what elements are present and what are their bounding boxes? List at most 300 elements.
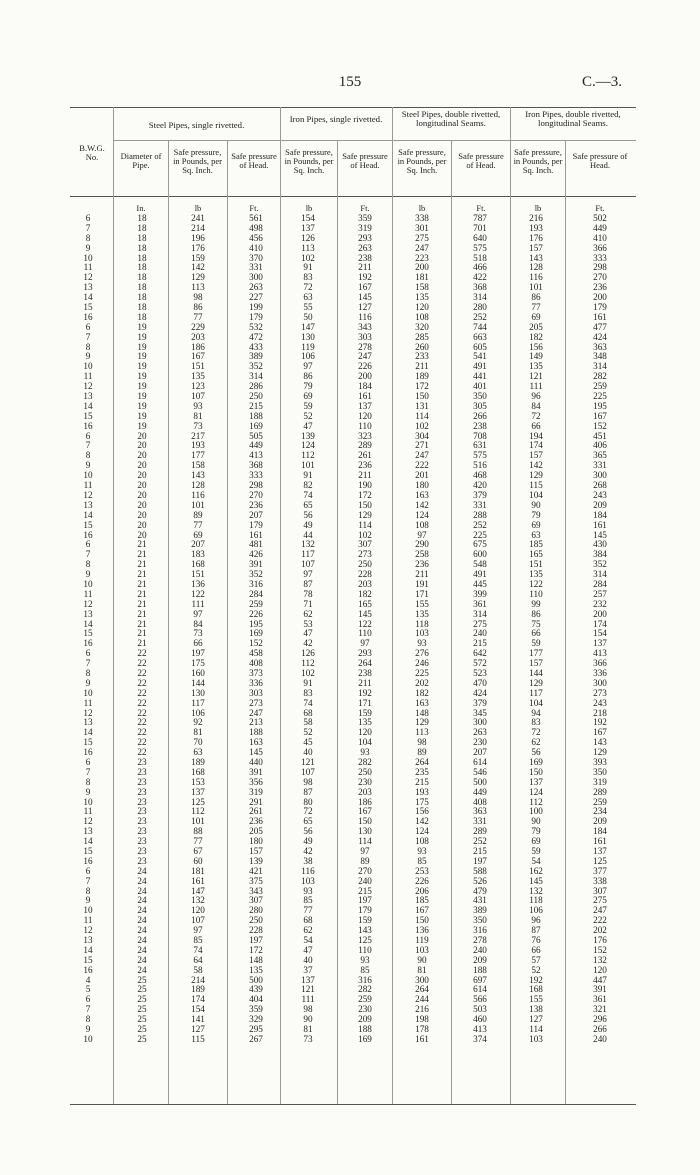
steel-double-pressure-cell: 103 xyxy=(415,944,429,955)
steel-single-pressure-cell: 106 xyxy=(191,707,205,718)
iron-double-head-cell: 447 xyxy=(593,974,607,985)
iron-single-head-cell: 159 xyxy=(358,707,372,718)
iron-single-pressure-cell: 40 xyxy=(303,747,313,758)
iron-single-head-cell: 135 xyxy=(358,717,372,728)
iron-double-pressure-cell: 192 xyxy=(529,974,543,985)
steel-double-head-cell: 566 xyxy=(473,994,487,1005)
iron-single-pressure-cell: 53 xyxy=(303,618,313,629)
steel-double-pressure-cell: 236 xyxy=(415,559,429,570)
iron-double-head-cell: 236 xyxy=(593,282,607,293)
bwg-cell: 6 xyxy=(85,648,91,659)
steel-single-head-cell: 157 xyxy=(249,846,263,856)
group-header-iron-double: Iron Pipes, double rivetted, longitudinal Seams. xyxy=(525,109,621,128)
iron-single-head-cell: 129 xyxy=(358,509,372,520)
steel-double-head-cell: 240 xyxy=(473,628,487,639)
iron-single-pressure-cell: 83 xyxy=(303,272,313,283)
diameter-cell: 24 xyxy=(137,865,147,876)
diameter-cell: 22 xyxy=(137,727,147,738)
iron-single-head-cell: 250 xyxy=(358,559,372,570)
steel-single-pressure-cell: 93 xyxy=(193,400,203,411)
iron-double-head-cell: 232 xyxy=(593,598,607,609)
steel-double-head-cell: 697 xyxy=(473,974,487,985)
iron-double-pressure-cell: 112 xyxy=(529,796,543,807)
steel-double-head-cell: 546 xyxy=(473,766,487,777)
bwg-cell: 12 xyxy=(83,381,93,392)
steel-double-head-cell: 288 xyxy=(473,509,487,520)
iron-single-pressure-cell: 107 xyxy=(301,559,315,570)
steel-single-pressure-cell: 151 xyxy=(191,361,205,372)
diameter-cell: 21 xyxy=(137,618,147,629)
diameter-cell: 18 xyxy=(137,213,147,223)
diameter-cell: 25 xyxy=(137,1014,147,1025)
bwg-cell: 6 xyxy=(85,865,91,876)
steel-single-head-cell: 319 xyxy=(249,786,263,797)
steel-single-pressure-cell: 88 xyxy=(193,826,203,837)
iron-single-head-cell: 209 xyxy=(358,1014,372,1025)
iron-single-pressure-cell: 106 xyxy=(301,351,315,362)
bwg-cell: 9 xyxy=(85,1024,91,1035)
steel-single-head-cell: 343 xyxy=(249,885,263,896)
steel-double-pressure-cell: 93 xyxy=(417,846,427,856)
iron-double-head-cell: 243 xyxy=(593,697,607,708)
iron-single-head-cell: 211 xyxy=(358,262,372,273)
steel-double-head-cell: 787 xyxy=(473,213,487,223)
steel-double-pressure-cell: 98 xyxy=(417,737,427,748)
bwg-cell: 15 xyxy=(83,628,93,639)
steel-double-pressure-cell: 201 xyxy=(415,470,429,481)
iron-double-pressure-cell: 104 xyxy=(529,697,543,708)
diameter-cell: 23 xyxy=(137,816,147,827)
iron-single-pressure-cell: 137 xyxy=(301,222,315,233)
iron-single-head-cell: 97 xyxy=(360,638,370,649)
steel-double-head-cell: 548 xyxy=(473,559,487,570)
iron-single-head-cell: 190 xyxy=(358,480,372,491)
steel-double-head-cell: 314 xyxy=(473,292,487,303)
diameter-cell: 20 xyxy=(137,440,147,451)
iron-double-pressure-cell: 117 xyxy=(529,687,543,698)
steel-single-head-cell: 458 xyxy=(249,648,263,659)
steel-double-pressure-cell: 113 xyxy=(415,727,429,738)
iron-single-head-cell: 169 xyxy=(358,1033,372,1044)
iron-single-head-cell: 282 xyxy=(358,756,372,767)
steel-single-pressure-cell: 101 xyxy=(191,499,205,510)
steel-single-head-cell: 236 xyxy=(249,499,263,510)
iron-double-pressure-cell: 84 xyxy=(531,400,541,411)
diameter-cell: 24 xyxy=(137,895,147,906)
iron-double-head-cell: 282 xyxy=(593,371,607,382)
iron-single-pressure-cell: 102 xyxy=(301,252,315,263)
iron-single-pressure-cell: 87 xyxy=(303,578,313,589)
iron-double-head-cell: 200 xyxy=(593,292,607,303)
diameter-cell: 23 xyxy=(137,786,147,797)
steel-single-pressure-cell: 186 xyxy=(191,341,205,352)
iron-double-head-cell: 307 xyxy=(593,885,607,896)
bwg-cell: 15 xyxy=(83,737,93,748)
iron-double-head-cell: 348 xyxy=(593,351,607,362)
iron-single-head-cell: 226 xyxy=(358,361,372,372)
steel-double-head-cell: 413 xyxy=(473,1024,487,1035)
iron-single-head-cell: 278 xyxy=(358,341,372,352)
iron-double-head-cell: 289 xyxy=(593,786,607,797)
iron-double-pressure-cell: 66 xyxy=(531,420,541,431)
bwg-cell: 7 xyxy=(85,1004,91,1015)
steel-single-pressure-cell: 74 xyxy=(193,944,203,955)
iron-double-head-cell: 321 xyxy=(593,1004,607,1015)
bwg-cell: 16 xyxy=(83,747,93,758)
steel-double-pressure-cell: 247 xyxy=(415,450,429,461)
iron-single-pressure-cell: 45 xyxy=(303,737,313,748)
steel-double-head-cell: 441 xyxy=(473,371,487,382)
bwg-cell: 9 xyxy=(85,677,91,688)
iron-double-pressure-cell: 99 xyxy=(531,598,541,609)
steel-double-pressure-cell: 226 xyxy=(415,875,429,886)
iron-single-head-cell: 137 xyxy=(358,400,372,411)
diameter-cell: 24 xyxy=(137,885,147,896)
iron-double-head-cell: 129 xyxy=(593,747,607,758)
iron-double-head-cell: 161 xyxy=(593,311,607,322)
table-top-rule xyxy=(70,107,636,108)
iron-double-head-cell: 161 xyxy=(593,519,607,530)
steel-double-pressure-cell: 200 xyxy=(415,262,429,273)
diameter-cell: 21 xyxy=(137,598,147,609)
steel-single-pressure-cell: 97 xyxy=(193,608,203,619)
bwg-cell: 13 xyxy=(83,935,93,946)
iron-double-pressure-cell: 54 xyxy=(531,855,541,866)
steel-single-pressure-cell: 64 xyxy=(193,954,203,965)
iron-single-pressure-cell: 52 xyxy=(303,410,313,421)
bwg-cell: 9 xyxy=(85,460,91,471)
iron-single-pressure-cell: 79 xyxy=(303,381,313,392)
bwg-cell: 16 xyxy=(83,529,93,540)
iron-single-head-cell: 159 xyxy=(358,915,372,926)
iron-double-head-cell: 451 xyxy=(593,430,607,441)
steel-double-pressure-cell: 178 xyxy=(415,1024,429,1035)
iron-single-pressure-cell: 101 xyxy=(301,460,315,471)
steel-double-head-cell: 516 xyxy=(473,460,487,471)
steel-double-pressure-cell: 114 xyxy=(415,410,429,421)
iron-double-head-cell: 152 xyxy=(593,944,607,955)
steel-single-head-cell: 135 xyxy=(249,964,263,975)
iron-single-head-cell: 145 xyxy=(358,292,372,303)
steel-double-pressure-cell: 172 xyxy=(415,381,429,392)
steel-single-head-cell: 359 xyxy=(249,1004,263,1015)
diameter-cell: 25 xyxy=(137,974,147,985)
bwg-cell: 11 xyxy=(83,480,93,491)
iron-double-pressure-cell: 110 xyxy=(529,588,543,599)
iron-single-pressure-cell: 91 xyxy=(303,262,313,273)
steel-single-pressure-cell: 128 xyxy=(191,480,205,491)
iron-double-pressure-cell: 59 xyxy=(531,846,541,856)
bwg-cell: 12 xyxy=(83,598,93,609)
diameter-cell: 22 xyxy=(137,707,147,718)
iron-double-pressure-cell: 72 xyxy=(531,727,541,738)
steel-single-head-cell: 368 xyxy=(249,460,263,471)
steel-double-head-cell: 230 xyxy=(473,737,487,748)
bwg-cell: 13 xyxy=(83,826,93,837)
steel-double-head-cell: 379 xyxy=(473,697,487,708)
diameter-cell: 21 xyxy=(137,638,147,649)
iron-double-pressure-cell: 174 xyxy=(529,440,543,451)
iron-double-pressure-cell: 114 xyxy=(529,1024,543,1035)
steel-double-pressure-cell: 124 xyxy=(415,826,429,837)
iron-single-pressure-cell: 81 xyxy=(303,1024,313,1035)
diameter-cell: 21 xyxy=(137,578,147,589)
diameter-cell: 18 xyxy=(137,232,147,243)
steel-single-pressure-cell: 160 xyxy=(191,667,205,678)
iron-single-head-cell: 215 xyxy=(358,885,372,896)
bwg-cell: 16 xyxy=(83,638,93,649)
iron-double-pressure-cell: 96 xyxy=(531,391,541,402)
bwg-cell: 13 xyxy=(83,391,93,402)
steel-single-pressure-cell: 120 xyxy=(191,905,205,916)
iron-single-head-cell: 167 xyxy=(358,282,372,293)
steel-single-head-cell: 413 xyxy=(249,450,263,461)
diameter-cell: 23 xyxy=(137,796,147,807)
steel-single-head-cell: 404 xyxy=(249,994,263,1005)
bwg-cell: 9 xyxy=(85,242,91,253)
steel-single-head-cell: 391 xyxy=(249,766,263,777)
column-header-diameter: Diameter of Pipe. xyxy=(120,151,162,170)
iron-single-pressure-cell: 86 xyxy=(303,371,313,382)
iron-double-head-cell: 352 xyxy=(593,559,607,570)
bwg-cell: 10 xyxy=(83,578,93,589)
diameter-cell: 25 xyxy=(137,1004,147,1015)
diameter-cell: 20 xyxy=(137,460,147,471)
steel-single-pressure-cell: 125 xyxy=(191,796,205,807)
iron-single-pressure-cell: 68 xyxy=(303,707,313,718)
steel-double-head-cell: 605 xyxy=(473,341,487,352)
iron-double-pressure-cell: 77 xyxy=(531,302,541,313)
steel-single-head-cell: 259 xyxy=(249,598,263,609)
iron-single-head-cell: 238 xyxy=(358,252,372,263)
bwg-cell: 8 xyxy=(85,885,91,896)
unit-label: In. xyxy=(136,203,146,213)
steel-double-pressure-cell: 158 xyxy=(415,282,429,293)
iron-single-head-cell: 161 xyxy=(358,391,372,402)
steel-double-pressure-cell: 193 xyxy=(415,786,429,797)
iron-single-head-cell: 264 xyxy=(358,658,372,669)
iron-double-head-cell: 209 xyxy=(593,816,607,827)
diameter-cell: 19 xyxy=(137,321,147,332)
diameter-cell: 19 xyxy=(137,391,147,402)
diameter-cell: 21 xyxy=(137,628,147,639)
bwg-cell: 6 xyxy=(85,430,91,441)
steel-double-pressure-cell: 108 xyxy=(415,519,429,530)
steel-double-pressure-cell: 85 xyxy=(417,855,427,866)
steel-single-head-cell: 298 xyxy=(249,480,263,491)
bwg-cell: 14 xyxy=(83,400,93,411)
bwg-cell: 9 xyxy=(85,786,91,797)
iron-single-pressure-cell: 59 xyxy=(303,400,313,411)
steel-single-head-cell: 472 xyxy=(249,331,263,342)
steel-double-head-cell: 401 xyxy=(473,381,487,392)
iron-double-head-cell: 410 xyxy=(593,232,607,243)
iron-single-pressure-cell: 80 xyxy=(303,796,313,807)
steel-single-pressure-cell: 77 xyxy=(193,519,203,530)
steel-single-pressure-cell: 176 xyxy=(191,242,205,253)
diameter-cell: 21 xyxy=(137,569,147,580)
iron-double-head-cell: 314 xyxy=(593,361,607,372)
iron-double-pressure-cell: 216 xyxy=(529,213,543,223)
iron-double-pressure-cell: 193 xyxy=(529,222,543,233)
iron-single-pressure-cell: 112 xyxy=(301,450,315,461)
bwg-cell: 8 xyxy=(85,450,91,461)
steel-double-pressure-cell: 142 xyxy=(415,499,429,510)
iron-single-head-cell: 186 xyxy=(358,796,372,807)
iron-double-pressure-cell: 90 xyxy=(531,499,541,510)
steel-single-pressure-cell: 86 xyxy=(193,302,203,313)
steel-double-head-cell: 331 xyxy=(473,816,487,827)
steel-double-pressure-cell: 129 xyxy=(415,717,429,728)
iron-double-head-cell: 257 xyxy=(593,588,607,599)
steel-double-head-cell: 350 xyxy=(473,391,487,402)
iron-double-head-cell: 384 xyxy=(593,549,607,560)
steel-single-head-cell: 356 xyxy=(249,776,263,787)
steel-single-head-cell: 370 xyxy=(249,252,263,263)
iron-single-pressure-cell: 103 xyxy=(301,875,315,886)
iron-double-pressure-cell: 72 xyxy=(531,410,541,421)
steel-double-pressure-cell: 148 xyxy=(415,707,429,718)
steel-single-pressure-cell: 66 xyxy=(193,638,203,649)
diameter-cell: 20 xyxy=(137,430,147,441)
iron-single-pressure-cell: 119 xyxy=(301,341,315,352)
bwg-cell: 16 xyxy=(83,311,93,322)
iron-single-head-cell: 273 xyxy=(358,549,372,560)
column-header-pressure: Safe pressure, in Pounds, per Sq. Inch. xyxy=(397,147,447,175)
iron-double-pressure-cell: 176 xyxy=(529,232,543,243)
iron-single-pressure-cell: 73 xyxy=(303,1033,313,1044)
iron-single-head-cell: 282 xyxy=(358,984,372,995)
diameter-cell: 24 xyxy=(137,935,147,946)
steel-single-pressure-cell: 196 xyxy=(191,232,205,243)
steel-double-head-cell: 631 xyxy=(473,440,487,451)
steel-single-head-cell: 440 xyxy=(249,756,263,767)
steel-single-head-cell: 561 xyxy=(249,213,263,223)
diameter-cell: 21 xyxy=(137,608,147,619)
steel-double-head-cell: 363 xyxy=(473,806,487,817)
steel-double-pressure-cell: 211 xyxy=(415,569,429,580)
bwg-cell: 7 xyxy=(85,331,91,342)
steel-single-head-cell: 228 xyxy=(249,925,263,936)
diameter-cell: 19 xyxy=(137,351,147,362)
iron-single-pressure-cell: 121 xyxy=(301,984,315,995)
steel-double-head-cell: 188 xyxy=(473,964,487,975)
steel-single-head-cell: 250 xyxy=(249,915,263,926)
steel-double-head-cell: 642 xyxy=(473,648,487,659)
steel-single-head-cell: 169 xyxy=(249,420,263,431)
group-header-iron-single: Iron Pipes, single rivetted. xyxy=(289,114,383,124)
diameter-cell: 19 xyxy=(137,400,147,411)
iron-single-pressure-cell: 49 xyxy=(303,836,313,847)
iron-double-head-cell: 477 xyxy=(593,321,607,332)
iron-double-head-cell: 132 xyxy=(593,954,607,965)
steel-single-head-cell: 280 xyxy=(249,905,263,916)
steel-double-pressure-cell: 285 xyxy=(415,331,429,342)
iron-double-pressure-cell: 118 xyxy=(529,895,543,906)
column-header-head: Safe pressure of Head. xyxy=(458,151,504,170)
iron-double-pressure-cell: 194 xyxy=(529,430,543,441)
steel-single-head-cell: 179 xyxy=(249,311,263,322)
steel-single-head-cell: 139 xyxy=(249,855,263,866)
iron-double-head-cell: 200 xyxy=(593,608,607,619)
bwg-cell: 10 xyxy=(83,687,93,698)
iron-single-head-cell: 211 xyxy=(358,470,372,481)
steel-double-pressure-cell: 120 xyxy=(415,302,429,313)
steel-single-head-cell: 261 xyxy=(249,806,263,817)
steel-double-head-cell: 491 xyxy=(473,569,487,580)
iron-double-head-cell: 137 xyxy=(593,846,607,856)
steel-single-pressure-cell: 122 xyxy=(191,588,205,599)
steel-double-head-cell: 614 xyxy=(473,984,487,995)
iron-double-pressure-cell: 76 xyxy=(531,935,541,946)
steel-double-head-cell: 368 xyxy=(473,282,487,293)
bwg-cell: 14 xyxy=(83,509,93,520)
steel-double-pressure-cell: 304 xyxy=(415,430,429,441)
steel-single-pressure-cell: 123 xyxy=(191,381,205,392)
diameter-cell: 23 xyxy=(137,776,147,787)
diameter-cell: 21 xyxy=(137,549,147,560)
iron-double-head-cell: 218 xyxy=(593,707,607,718)
steel-single-pressure-cell: 143 xyxy=(191,470,205,481)
iron-single-head-cell: 145 xyxy=(358,608,372,619)
iron-single-head-cell: 93 xyxy=(360,954,370,965)
iron-double-pressure-cell: 66 xyxy=(531,628,541,639)
steel-single-pressure-cell: 136 xyxy=(191,578,205,589)
diameter-cell: 20 xyxy=(137,470,147,481)
steel-single-pressure-cell: 73 xyxy=(193,628,203,639)
bwg-cell: 11 xyxy=(83,588,93,599)
diameter-cell: 25 xyxy=(137,1033,147,1044)
steel-double-head-cell: 600 xyxy=(473,549,487,560)
steel-double-pressure-cell: 108 xyxy=(415,836,429,847)
bwg-cell: 9 xyxy=(85,351,91,362)
steel-double-pressure-cell: 258 xyxy=(415,549,429,560)
iron-single-pressure-cell: 65 xyxy=(303,499,313,510)
steel-double-pressure-cell: 235 xyxy=(415,766,429,777)
iron-single-pressure-cell: 91 xyxy=(303,470,313,481)
steel-double-pressure-cell: 276 xyxy=(415,648,429,659)
bwg-cell: 7 xyxy=(85,766,91,777)
diameter-cell: 18 xyxy=(137,282,147,293)
iron-single-pressure-cell: 42 xyxy=(303,638,313,649)
iron-double-pressure-cell: 129 xyxy=(529,470,543,481)
steel-single-pressure-cell: 69 xyxy=(193,529,203,540)
iron-double-pressure-cell: 56 xyxy=(531,747,541,758)
iron-double-pressure-cell: 157 xyxy=(529,242,543,253)
steel-single-pressure-cell: 92 xyxy=(193,717,203,728)
iron-double-head-cell: 430 xyxy=(593,539,607,550)
steel-single-head-cell: 180 xyxy=(249,836,263,847)
steel-single-pressure-cell: 58 xyxy=(193,964,203,975)
steel-single-head-cell: 352 xyxy=(249,361,263,372)
steel-double-pressure-cell: 103 xyxy=(415,628,429,639)
iron-single-pressure-cell: 72 xyxy=(303,806,313,817)
bwg-cell: 13 xyxy=(83,717,93,728)
diameter-cell: 19 xyxy=(137,331,147,342)
iron-double-head-cell: 413 xyxy=(593,648,607,659)
steel-double-head-cell: 572 xyxy=(473,658,487,669)
steel-single-pressure-cell: 147 xyxy=(191,885,205,896)
iron-single-pressure-cell: 97 xyxy=(303,569,313,580)
iron-single-pressure-cell: 47 xyxy=(303,944,313,955)
iron-double-pressure-cell: 149 xyxy=(529,351,543,362)
bwg-cell: 12 xyxy=(83,707,93,718)
iron-double-pressure-cell: 135 xyxy=(529,569,543,580)
steel-double-pressure-cell: 135 xyxy=(415,292,429,303)
steel-double-head-cell: 263 xyxy=(473,727,487,738)
iron-single-head-cell: 120 xyxy=(358,410,372,421)
steel-double-pressure-cell: 264 xyxy=(415,984,429,995)
